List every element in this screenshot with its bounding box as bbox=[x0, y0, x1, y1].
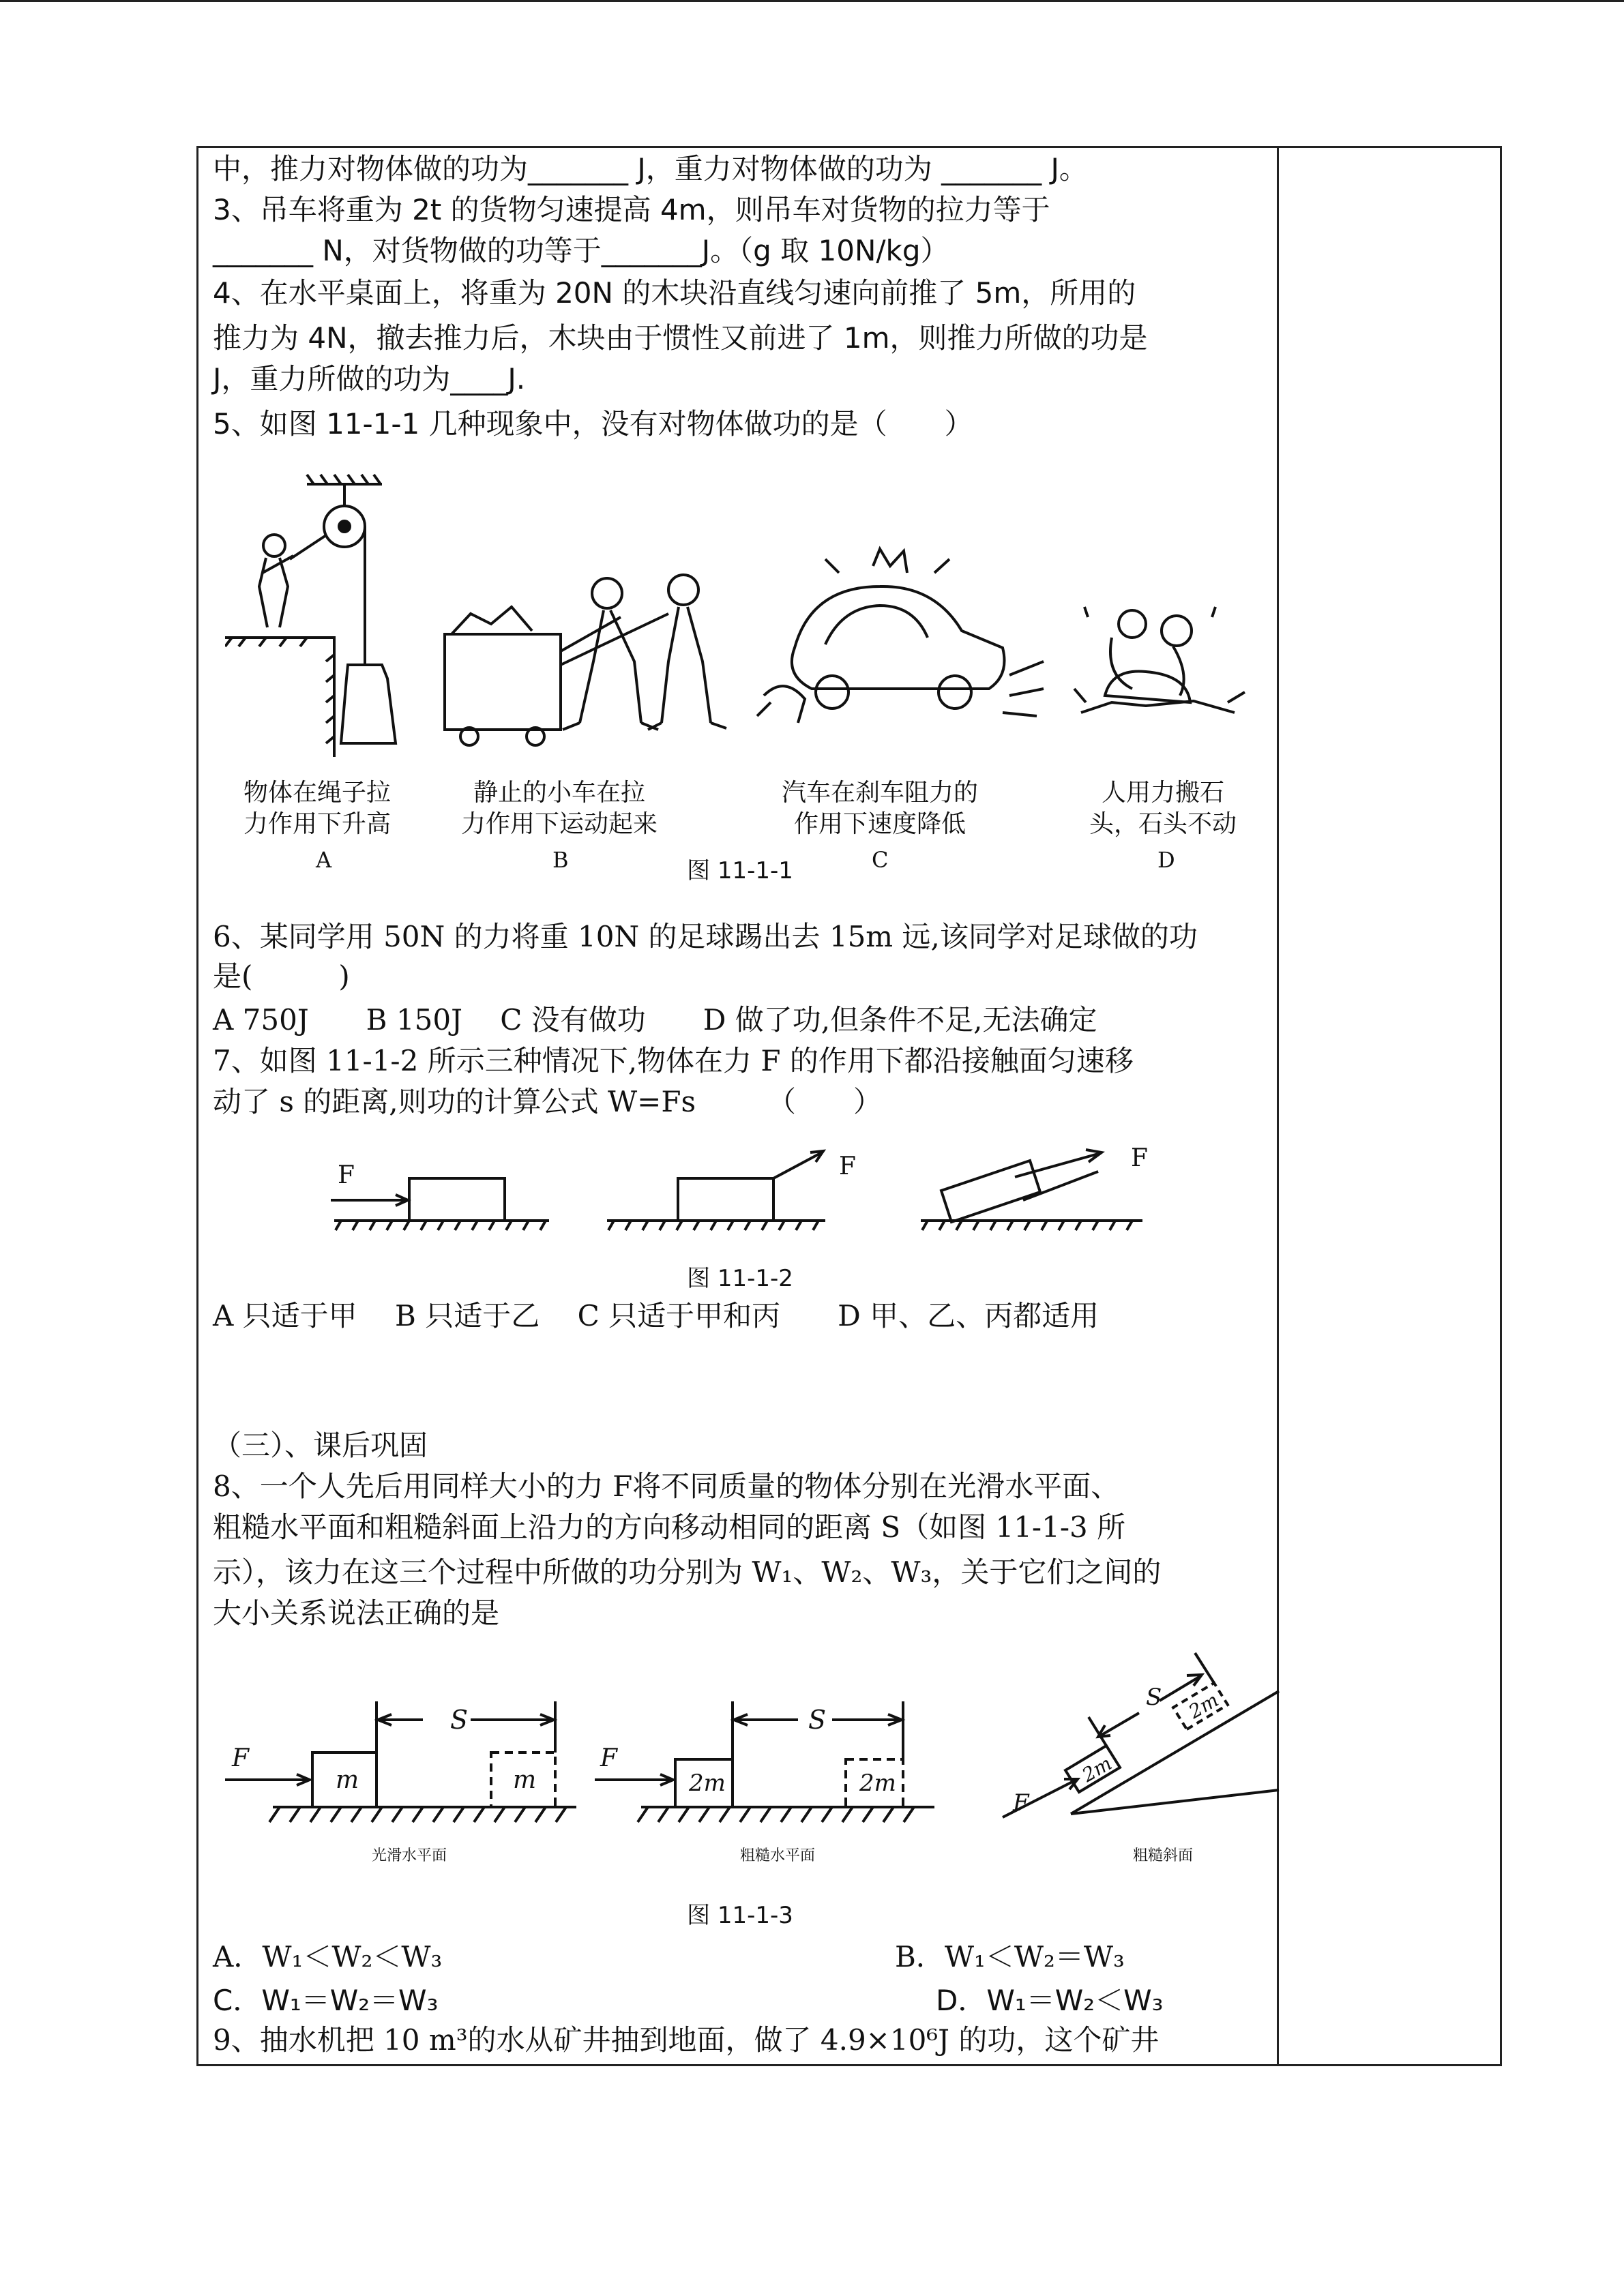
caption-line: 作用下速度降低 bbox=[793, 810, 966, 838]
cart-scene-illustration bbox=[445, 575, 726, 745]
text-line: A 只适于甲 B 只适于乙 C 只适于甲和丙 D 甲、乙、丙都适用 bbox=[213, 1299, 1099, 1332]
distance-label: S bbox=[1146, 1684, 1162, 1711]
figure-caption: 光滑水平面 bbox=[371, 1847, 447, 1864]
text-line: 是( ) bbox=[213, 959, 350, 993]
figure-caption bbox=[1061, 777, 1265, 840]
force-label: F bbox=[600, 1744, 617, 1772]
top-border bbox=[0, 0, 1624, 2]
option-c: C．W₁＝W₂＝W₃ bbox=[213, 1984, 439, 2017]
text-line: 8、一个人先后用同样大小的力 F将不同质量的物体分别在光滑水平面、 bbox=[213, 1470, 1120, 1503]
caption-line: 汽车在刹车阻力的 bbox=[781, 779, 978, 807]
mass-label: 2m bbox=[689, 1770, 726, 1797]
text-line: 中，推力对物体做的功为_______ J，重力对物体做的功为 _______ J。 bbox=[213, 152, 1088, 185]
caption-line: 人用力搬石 bbox=[1101, 779, 1224, 807]
mass-label: 2m bbox=[1185, 1688, 1223, 1723]
option-letter: D bbox=[1157, 847, 1175, 873]
figure-title: 图 11-1-3 bbox=[687, 1902, 793, 1929]
pulley-scene-illustration bbox=[225, 475, 396, 757]
force-label: F bbox=[1131, 1146, 1148, 1172]
force-label: F bbox=[839, 1152, 856, 1180]
option-d: D．W₁＝W₂＜W₃ bbox=[936, 1984, 1164, 2017]
option-a: A．W₁＜W₂＜W₃ bbox=[213, 1940, 443, 1973]
option-letter: C bbox=[872, 847, 889, 873]
distance-label: S bbox=[808, 1705, 827, 1735]
mass-label: m bbox=[513, 1766, 537, 1794]
mass-label: m bbox=[336, 1766, 359, 1794]
force-label: F bbox=[232, 1744, 249, 1772]
mass-label: 2m bbox=[1078, 1752, 1116, 1787]
figure-11-1-2 bbox=[321, 1146, 1180, 1248]
text-line: _______ N，对货物做的功等于_______J。（g 取 10N/kg） bbox=[213, 234, 949, 267]
mass-label: 2m bbox=[859, 1770, 896, 1797]
caption-line: 力作用下升高 bbox=[243, 810, 391, 838]
caption-line: 静止的小车在拉 bbox=[473, 779, 645, 807]
figure-caption bbox=[232, 777, 402, 840]
caption-line: 头，石头不动 bbox=[1089, 810, 1237, 838]
figure-11-1-1 bbox=[225, 471, 1282, 764]
figure-caption: 粗糙水平面 bbox=[739, 1847, 815, 1864]
figure-title: 图 11-1-1 bbox=[687, 857, 793, 884]
section-heading: （三）、课后巩固 bbox=[213, 1429, 428, 1462]
force-label: F bbox=[1013, 1789, 1029, 1817]
force-label: F bbox=[338, 1161, 355, 1189]
text-line: 粗糙水平面和粗糙斜面上沿力的方向移动相同的距离 S（如图 11-1-3 所 bbox=[213, 1510, 1126, 1544]
option-b: B．W₁＜W₂＝W₃ bbox=[895, 1940, 1125, 1973]
caption-line: 力作用下运动起来 bbox=[460, 810, 658, 838]
text-line: 5、如图 11-1-1 几种现象中，没有对物体做功的是（ ） bbox=[213, 407, 973, 441]
option-letter: A bbox=[316, 847, 332, 873]
text-line: 示），该力在这三个过程中所做的功分别为 W₁、W₂、W₃，关于它们之间的 bbox=[213, 1555, 1162, 1589]
figure-caption bbox=[450, 777, 668, 840]
text-line: 7、如图 11-1-2 所示三种情况下,物体在力 F 的作用下都沿接触面匀速移 bbox=[213, 1044, 1134, 1077]
text-line: 9、抽水机把 10 m³的水从矿井抽到地面，做了 4.9×10⁶J 的功，这个矿井 bbox=[213, 2023, 1160, 2057]
text-line: 4、在水平桌面上，将重为 20N 的木块沿直线匀速向前推了 5m，所用的 bbox=[213, 276, 1136, 310]
option-letter: B bbox=[552, 847, 569, 873]
figure-11-1-3 bbox=[218, 1643, 1282, 1868]
text-line: 推力为 4N，撤去推力后，木块由于惯性又前进了 1m，则推力所做的功是 bbox=[213, 321, 1148, 355]
caption-line: 物体在绳子拉 bbox=[243, 779, 391, 807]
figure-title: 图 11-1-2 bbox=[687, 1265, 793, 1292]
rock-scene-illustration bbox=[1074, 607, 1245, 713]
text-line: J，重力所做的功为____J. bbox=[213, 362, 526, 396]
figure-caption: 粗糙斜面 bbox=[1132, 1847, 1193, 1864]
text-line: 大小关系说法正确的是 bbox=[213, 1596, 500, 1630]
notes-cell bbox=[1277, 146, 1502, 2066]
text-line: 3、吊车将重为 2t 的货物匀速提高 4m，则吊车对货物的拉力等于 bbox=[213, 193, 1050, 226]
text-line: A 750J B 150J C 没有做功 D 做了功,但条件不足,无法确定 bbox=[213, 1003, 1097, 1037]
figure-caption bbox=[764, 777, 996, 840]
distance-label: S bbox=[450, 1705, 469, 1735]
car-scene-illustration bbox=[757, 549, 1044, 723]
text-line: 6、某同学用 50N 的力将重 10N 的足球踢出去 15m 远,该同学对足球做的功 bbox=[213, 920, 1198, 953]
text-line: 动了 s 的距离,则功的计算公式 W=Fs （ ） bbox=[213, 1085, 883, 1118]
